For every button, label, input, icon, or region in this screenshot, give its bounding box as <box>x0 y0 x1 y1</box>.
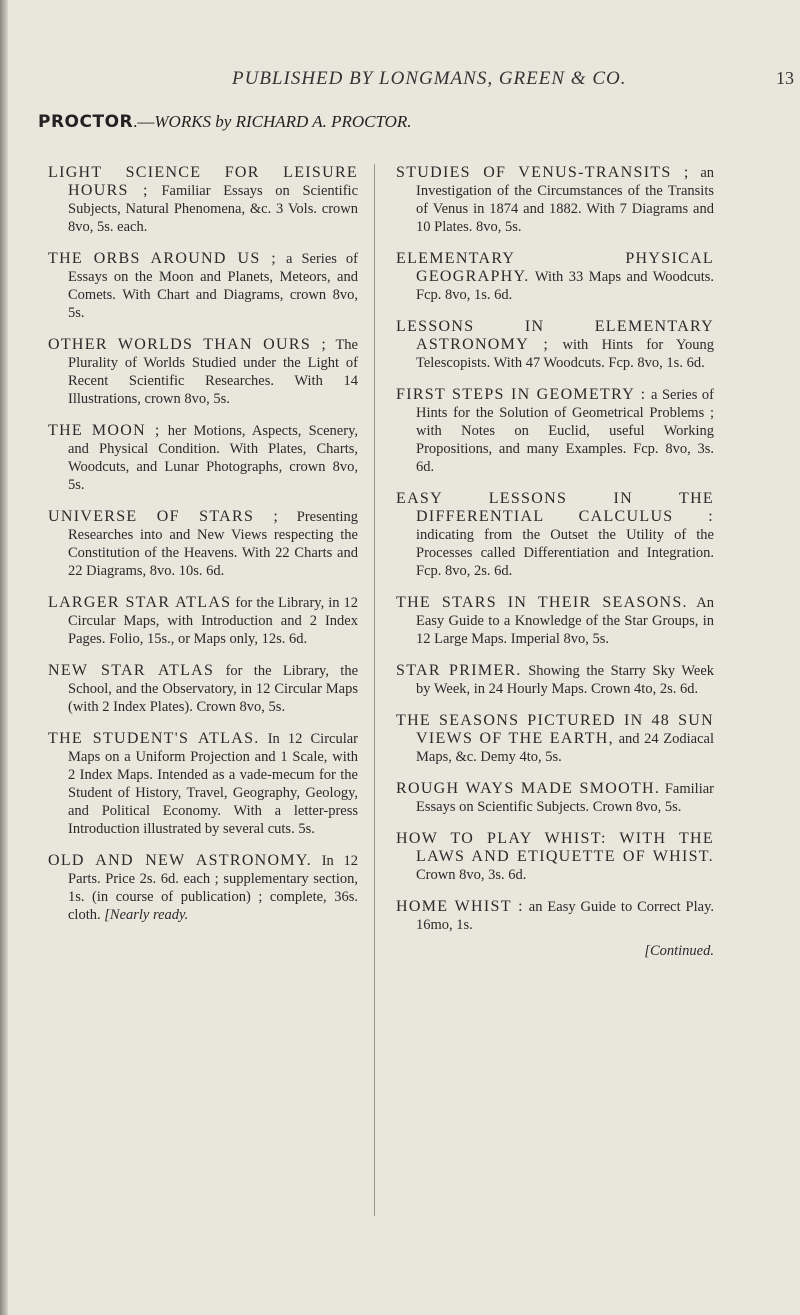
book-description: indicating from the Outset the Utility of the Processes called Differentiation and Integration. Fcp. 8vo, 2s. 6d. <box>416 527 714 579</box>
book-title: THE SEASONS PICTURED IN 48 SUN VIEWS OF THE EARTH, <box>396 712 714 747</box>
book-entry <box>396 780 714 816</box>
book-title: UNIVERSE OF STARS ; <box>48 508 280 525</box>
book-description: with Hints for Young Telescopists. With 47 Woodcuts. Fcp. 8vo, 1s. 6d. <box>416 337 715 371</box>
book-description: Presenting Researches into and New Views respecting the Constitution of the Heavens. With 22 Charts and 22 Diagrams, 8vo. 10s. 6d. <box>68 509 358 579</box>
left-column <box>48 164 358 938</box>
book-description: an Investigation of the Circumstances of the Transits of Venus in 1874 and 1882. With 7 Diagrams and 10 Plates. 8vo, 5s. <box>416 165 715 235</box>
book-title: OTHER WORLDS THAN OURS ; <box>48 336 328 353</box>
book-entry <box>48 250 358 322</box>
book-entry <box>48 730 358 838</box>
page-binding-edge <box>0 0 8 1315</box>
column-divider <box>374 164 375 1216</box>
book-description: Familiar Essays on Scientific Subjects, Natural Phenomena, &c. 3 Vols. crown 8vo, 5s. each. <box>68 183 359 235</box>
book-title: NEW STAR ATLAS <box>48 662 215 679</box>
book-entry <box>48 508 358 580</box>
book-entry <box>396 250 714 304</box>
book-title: LESSONS IN ELEMENTARY ASTRONOMY ; <box>396 318 714 353</box>
book-entry <box>396 898 714 934</box>
book-entry <box>48 852 358 924</box>
book-entry <box>48 164 358 236</box>
book-title: STUDIES OF VENUS-TRANSITS ; <box>396 164 690 181</box>
book-title: ELEMENTARY PHYSICAL GEOGRAPHY. <box>396 250 714 285</box>
right-column <box>396 164 714 960</box>
book-entry <box>48 594 358 648</box>
book-entry <box>48 662 358 716</box>
book-title: STAR PRIMER. <box>396 662 522 679</box>
book-description: In 12 Circular Maps on a Uniform Projection and 1 Scale, with 2 Index Maps. Intended as a vade-mecum for the Student of History, Travel, Geography, Geology, and Political Economy. With a letter-press Introduction illustrated by several cuts. 5s. <box>68 731 358 837</box>
book-title: THE MOON ; <box>48 422 161 439</box>
book-title: THE ORBS AROUND US ; <box>48 250 277 267</box>
book-description: for the Library, in 12 Circular Maps, with Introduction and 2 Index Pages. Folio, 15s., or Maps only, 12s. 6d. <box>68 595 359 647</box>
book-description: an Easy Guide to Correct Play. 16mo, 1s. <box>416 899 715 933</box>
book-description: and 24 Zodiacal Maps, &c. Demy 4to, 5s. <box>416 731 714 765</box>
book-entry <box>396 318 714 372</box>
section-dash: .— <box>133 112 155 131</box>
book-title: HOW TO PLAY WHIST: WITH THE LAWS AND ETIQUETTE OF WHIST. <box>396 830 714 865</box>
book-entry <box>396 164 714 236</box>
book-title: LARGER STAR ATLAS <box>48 594 232 611</box>
book-entry <box>396 594 714 648</box>
book-title: EASY LESSONS IN THE DIFFERENTIAL CALCULUS : <box>396 490 714 525</box>
page-number: 13 <box>776 68 794 88</box>
running-head: PUBLISHED BY LONGMANS, GREEN & CO. <box>232 68 627 89</box>
book-entry <box>396 712 714 766</box>
book-entry <box>396 490 714 580</box>
book-entry <box>48 422 358 494</box>
book-title: THE STARS IN THEIR SEASONS. <box>396 594 688 611</box>
book-description: The Plurality of Worlds Studied under the Light of Recent Scientific Researches. With 14 Illustrations, crown 8vo, 5s. <box>68 337 358 407</box>
book-description: for the Library, the School, and the Observatory, in 12 Circular Maps (with 2 Index Plates). Crown 8vo, 5s. <box>68 663 359 715</box>
book-title: HOME WHIST : <box>396 898 524 915</box>
book-title: THE STUDENT'S ATLAS. <box>48 730 260 747</box>
book-description: her Motions, Aspects, Scenery, and Physical Condition. With Plates, Charts, Woodcuts, and Lunar Photographs, crown 8vo, 5s. <box>68 423 358 493</box>
book-entry <box>396 386 714 476</box>
book-description: Familiar Essays on Scientific Subjects. Crown 8vo, 5s. <box>416 781 714 815</box>
section-subtitle: WORKS by RICHARD A. PROCTOR. <box>154 112 412 131</box>
book-title: ROUGH WAYS MADE SMOOTH. <box>396 780 661 797</box>
book-description: Crown 8vo, 3s. 6d. <box>416 867 527 883</box>
book-description: Showing the Starry Sky Week by Week, in 24 Hourly Maps. Crown 4to, 2s. 6d. <box>416 663 715 697</box>
section-author: PROCTOR <box>38 112 134 132</box>
book-description: An Easy Guide to a Knowledge of the Star Groups, in 12 Large Maps. Imperial 8vo, 5s. <box>416 595 714 647</box>
book-description: a Series of Hints for the Solution of Geometrical Problems ; with Notes on Euclid, useful Working Propositions, and many Examples. Fcp. 8vo, 3s. 6d. <box>416 387 714 475</box>
book-note: [Nearly ready. <box>104 907 189 923</box>
section-title <box>38 112 412 132</box>
book-entry <box>396 830 714 884</box>
book-entry <box>396 662 714 698</box>
book-description: In 12 Parts. Price 2s. 6d. each ; supplementary section, 1s. (in course of publication) ; complete, 36s. cloth. <box>68 853 358 923</box>
book-description: With 33 Maps and Woodcuts. Fcp. 8vo, 1s. 6d. <box>416 269 714 303</box>
book-title: FIRST STEPS IN GEOMETRY : <box>396 386 647 403</box>
continued-note: [Continued. <box>644 943 714 959</box>
right-entries <box>396 164 714 934</box>
book-title: LIGHT SCIENCE FOR LEISURE HOURS ; <box>48 164 358 199</box>
book-title: OLD AND NEW ASTRONOMY. <box>48 852 313 869</box>
book-description: a Series of Essays on the Moon and Planets, Meteors, and Comets. With Chart and Diagrams, crown 8vo, 5s. <box>68 251 359 321</box>
book-entry <box>48 336 358 408</box>
